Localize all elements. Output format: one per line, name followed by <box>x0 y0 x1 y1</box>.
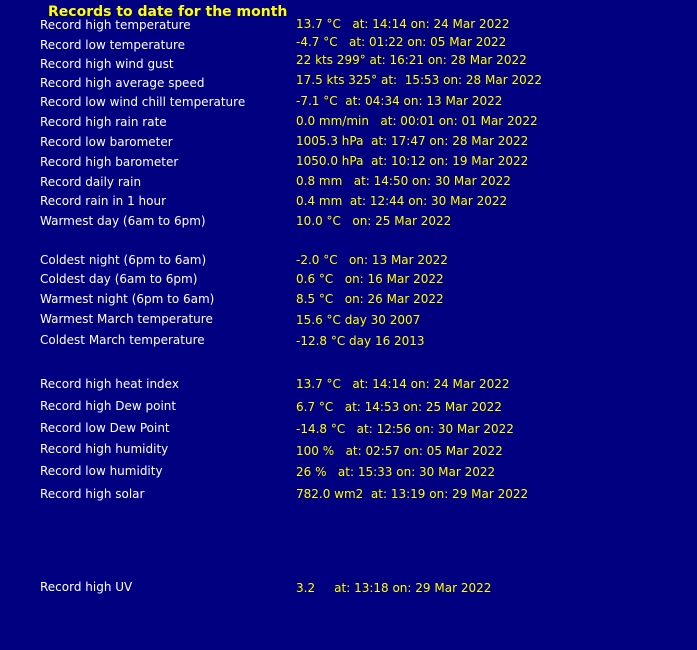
record-value: 26 % at: 15:33 on: 30 Mar 2022 <box>296 465 496 479</box>
record-label: Record low temperature <box>40 38 186 52</box>
record-value: -14.8 °C at: 12:56 on: 30 Mar 2022 <box>296 422 514 436</box>
record-value: -4.7 °C at: 01:22 on: 05 Mar 2022 <box>296 35 507 49</box>
page-title: Records to date for the month <box>48 4 288 20</box>
record-value: 3.2 at: 13:18 on: 29 Mar 2022 <box>296 581 492 595</box>
record-value: 17.5 kts 325° at: 15:53 on: 28 Mar 2022 <box>296 73 542 87</box>
record-value: -12.8 °C day 16 2013 <box>296 334 425 348</box>
record-label: Record high UV <box>40 580 133 594</box>
record-value: -2.0 °C on: 13 Mar 2022 <box>296 253 448 267</box>
record-value: 100 % at: 02:57 on: 05 Mar 2022 <box>296 444 503 458</box>
record-label: Record low barometer <box>40 135 173 149</box>
record-label: Record high heat index <box>40 377 179 391</box>
record-value: 15.6 °C day 30 2007 <box>296 313 421 327</box>
record-label: Record high temperature <box>40 18 191 32</box>
record-label: Record high humidity <box>40 442 169 456</box>
record-label: Coldest March temperature <box>40 333 205 347</box>
record-value: 1005.3 hPa at: 17:47 on: 28 Mar 2022 <box>296 134 529 148</box>
record-value: 13.7 °C at: 14:14 on: 24 Mar 2022 <box>296 17 510 31</box>
record-value: 782.0 wm2 at: 13:19 on: 29 Mar 2022 <box>296 487 529 501</box>
record-label: Record high Dew point <box>40 399 177 413</box>
record-label: Record high average speed <box>40 76 205 90</box>
record-value: 1050.0 hPa at: 10:12 on: 19 Mar 2022 <box>296 154 529 168</box>
record-value: 13.7 °C at: 14:14 on: 24 Mar 2022 <box>296 377 510 391</box>
record-label: Warmest March temperature <box>40 312 213 326</box>
record-value: -7.1 °C at: 04:34 on: 13 Mar 2022 <box>296 94 503 108</box>
record-label: Record daily rain <box>40 175 142 189</box>
record-value: 10.0 °C on: 25 Mar 2022 <box>296 214 452 228</box>
record-label: Record high barometer <box>40 155 179 169</box>
record-label: Record high rain rate <box>40 115 167 129</box>
record-value: 8.5 °C on: 26 Mar 2022 <box>296 292 444 306</box>
record-label: Warmest night (6pm to 6am) <box>40 292 215 306</box>
record-value: 22 kts 299° at: 16:21 on: 28 Mar 2022 <box>296 53 527 67</box>
record-label: Record low Dew Point <box>40 421 170 435</box>
record-value: 0.4 mm at: 12:44 on: 30 Mar 2022 <box>296 194 508 208</box>
record-label: Coldest day (6am to 6pm) <box>40 272 198 286</box>
record-label: Record low wind chill temperature <box>40 95 246 109</box>
record-label: Record low humidity <box>40 464 163 478</box>
record-label: Record high wind gust <box>40 57 174 71</box>
record-value: 0.8 mm at: 14:50 on: 30 Mar 2022 <box>296 174 511 188</box>
record-value: 0.0 mm/min at: 00:01 on: 01 Mar 2022 <box>296 114 538 128</box>
record-label: Record high solar <box>40 487 145 501</box>
record-label: Coldest night (6pm to 6am) <box>40 253 207 267</box>
record-label: Warmest day (6am to 6pm) <box>40 214 206 228</box>
record-label: Record rain in 1 hour <box>40 194 167 208</box>
record-value: 0.6 °C on: 16 Mar 2022 <box>296 272 444 286</box>
record-value: 6.7 °C at: 14:53 on: 25 Mar 2022 <box>296 400 502 414</box>
